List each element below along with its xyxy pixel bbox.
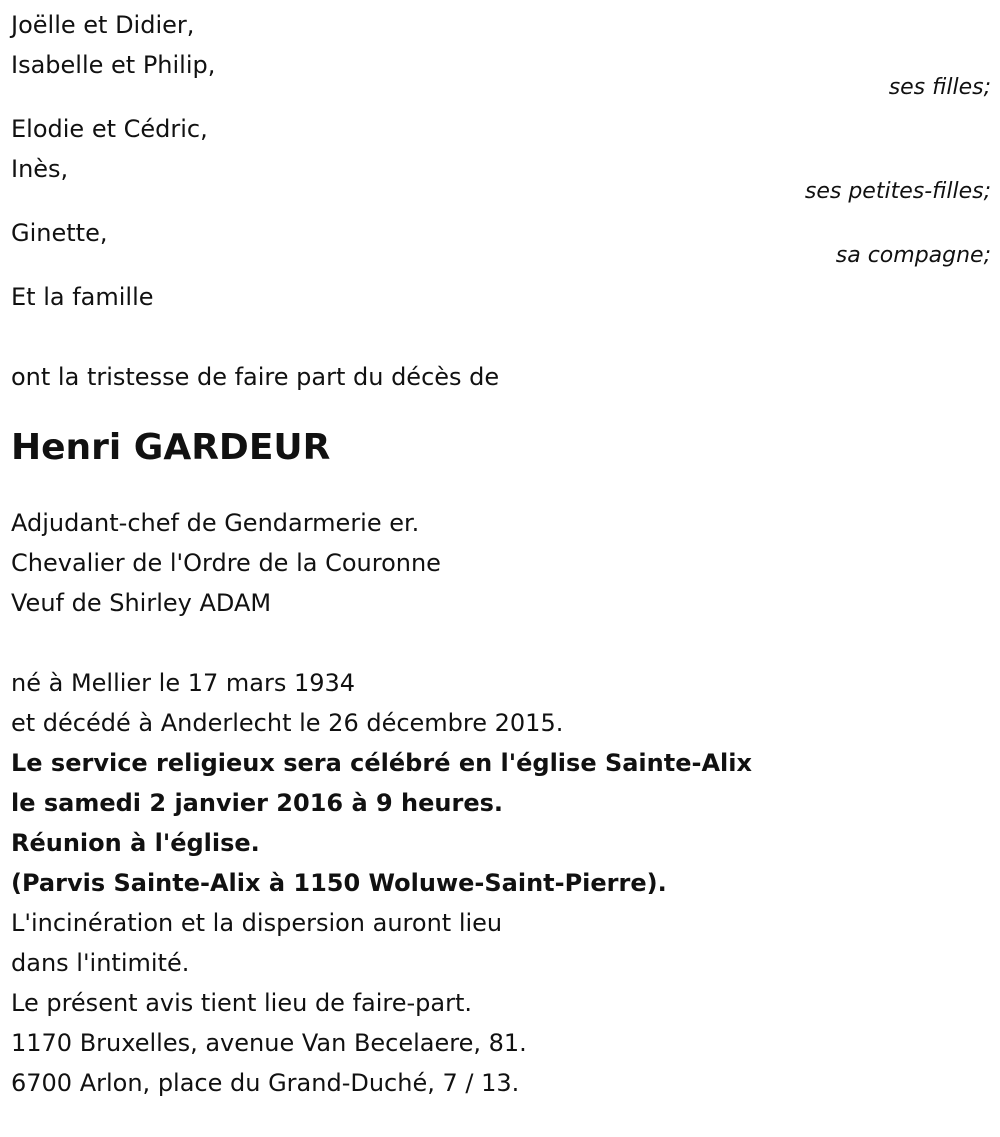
daughters-role: ses filles; (888, 75, 991, 100)
service-line-3: Réunion à l'église. (11, 829, 260, 857)
family-line: Et la famille (11, 283, 154, 311)
deceased-title-2: Chevalier de l'Ordre de la Couronne (11, 549, 441, 577)
service-line-2: le samedi 2 janvier 2016 à 9 heures. (11, 789, 504, 817)
closing-line-2: dans l'intimité. (11, 949, 190, 977)
death-line: et décédé à Anderlecht le 26 décembre 2015. (11, 709, 564, 737)
granddaughters-role: ses petites-filles; (804, 179, 991, 204)
deceased-title-1: Adjudant-chef de Gendarmerie er. (11, 509, 420, 537)
family-daughter-1: Joëlle et Didier, (11, 11, 195, 39)
deceased-name: Henri GARDEUR (11, 427, 331, 468)
closing-line-1: L'incinération et la dispersion auront lieu (11, 909, 503, 937)
companion-role: sa compagne; (835, 243, 991, 268)
service-line-4: (Parvis Sainte-Alix à 1150 Woluwe-Saint-Pierre). (11, 869, 667, 897)
deceased-title-3: Veuf de Shirley ADAM (11, 589, 272, 617)
birth-line: né à Mellier le 17 mars 1934 (11, 669, 356, 697)
closing-line-3: Le présent avis tient lieu de faire-part. (11, 989, 473, 1017)
service-line-1: Le service religieux sera célébré en l'église Sainte-Alix (11, 749, 752, 777)
family-granddaughter-2: Inès, (11, 155, 69, 183)
family-daughter-2: Isabelle et Philip, (11, 51, 216, 79)
address-line-2: 6700 Arlon, place du Grand-Duché, 7 / 13. (11, 1069, 520, 1097)
family-companion: Ginette, (11, 219, 108, 247)
obituary-notice (11, 5, 991, 1103)
announcement-text: ont la tristesse de faire part du décès de (11, 363, 500, 391)
family-granddaughter-1: Elodie et Cédric, (11, 115, 208, 143)
address-line-1: 1170 Bruxelles, avenue Van Becelaere, 81. (11, 1029, 527, 1057)
